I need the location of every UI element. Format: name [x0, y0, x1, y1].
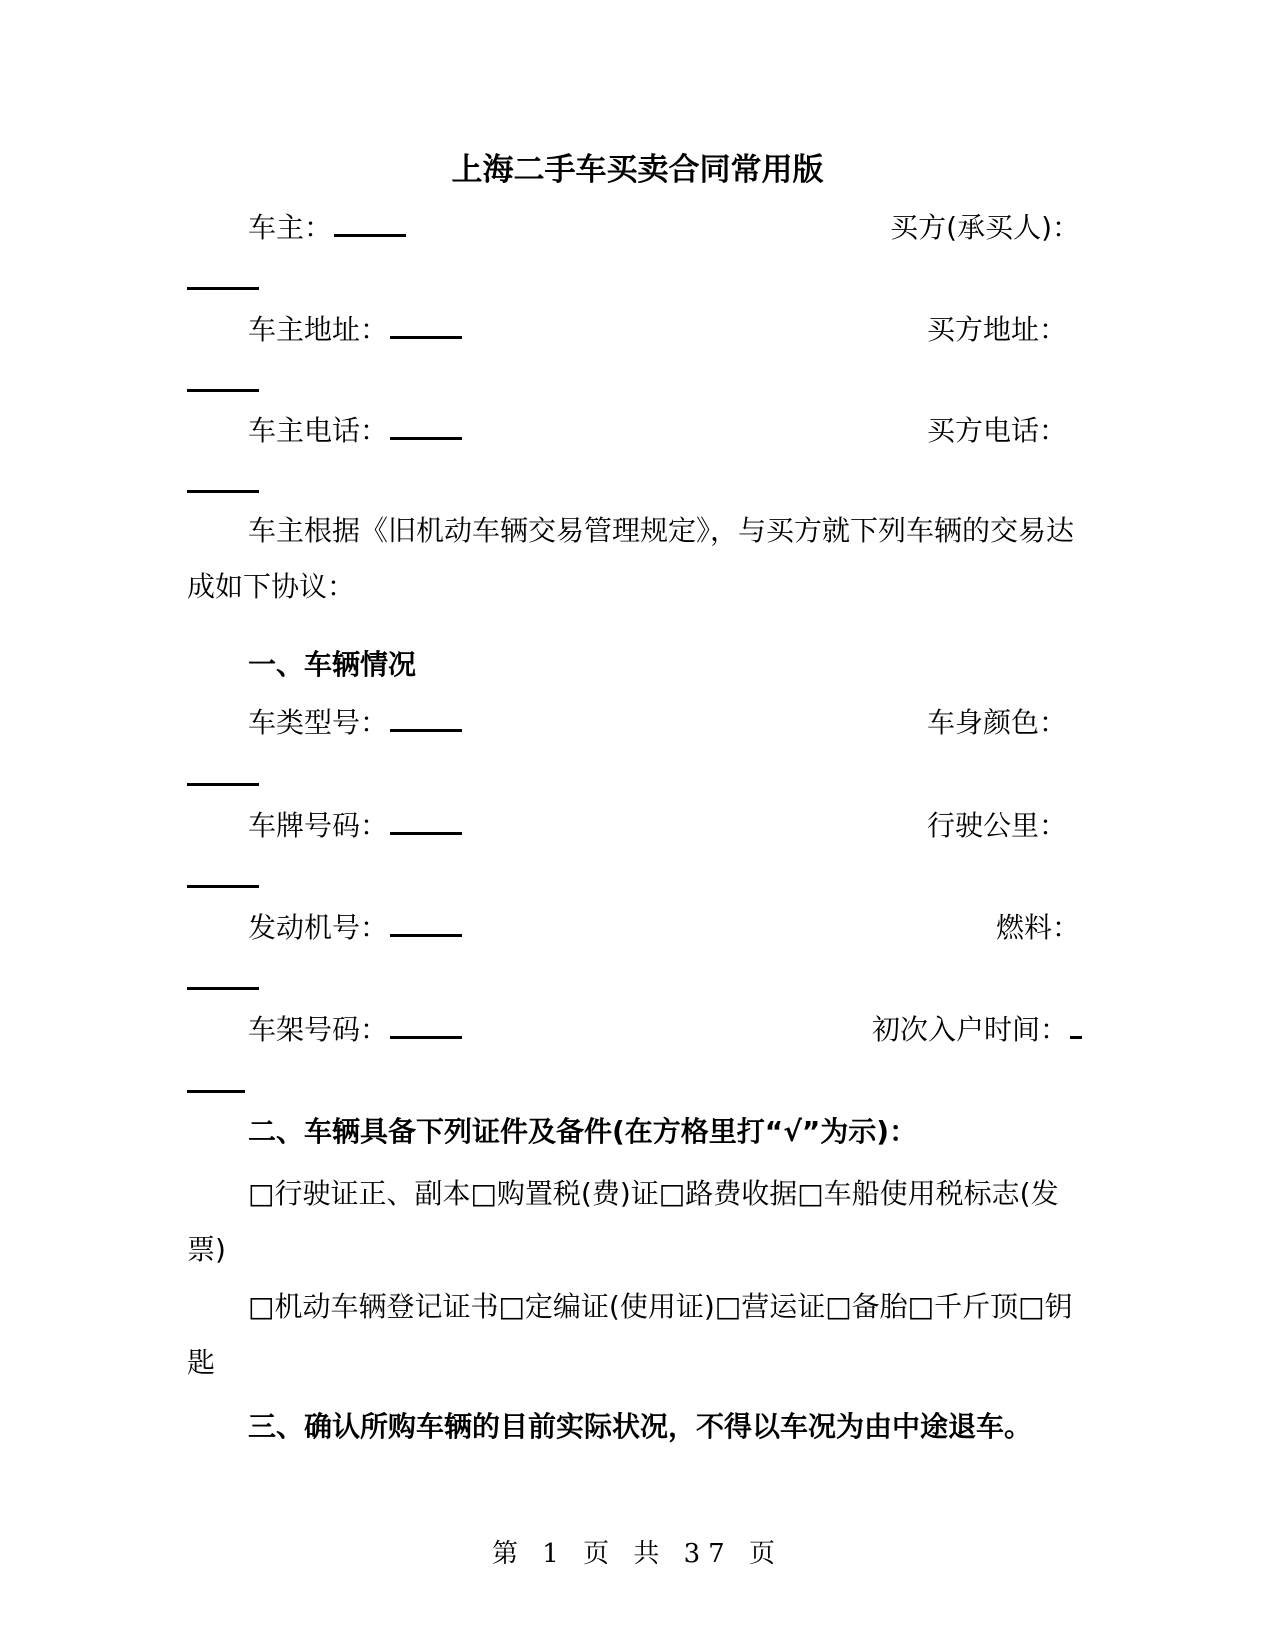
- fuel-label: 燃料：: [995, 911, 1080, 944]
- owner-address-label: 车主地址：: [248, 313, 389, 346]
- owner-label: 车主：: [248, 211, 333, 244]
- buyer-blank[interactable]: [187, 287, 259, 290]
- color-blank[interactable]: [187, 783, 259, 786]
- engine-label: 发动机号：: [248, 911, 389, 944]
- register-blank-start[interactable]: [1070, 1010, 1082, 1039]
- mileage-label: 行驶公里：: [926, 809, 1067, 842]
- engine-fuel-row: [0, 908, 1275, 948]
- section1-heading: 一、车辆情况: [248, 648, 417, 681]
- buyer-label: 买方(承买人)：: [890, 211, 1080, 244]
- model-label: 车类型号：: [248, 706, 389, 739]
- model-color-row: [0, 703, 1275, 743]
- color-label: 车身颜色：: [926, 706, 1067, 739]
- engine-blank[interactable]: [390, 908, 462, 937]
- frame-blank[interactable]: [390, 1010, 462, 1039]
- section2-items-line1: □行驶证正、副本□购置税(费)证□路费收据□车船使用税标志(发票): [187, 1177, 1059, 1266]
- page-footer: 第 1 页 共 37 页: [492, 1539, 783, 1569]
- document-title: 上海二手车买卖合同常用版: [451, 152, 824, 188]
- model-blank[interactable]: [390, 703, 462, 732]
- engine-field: [248, 908, 462, 948]
- owner-blank[interactable]: [334, 208, 406, 237]
- buyer-phone-label: 买方电话：: [926, 414, 1067, 447]
- owner-address-blank[interactable]: [390, 310, 462, 339]
- owner-phone-label: 车主电话：: [248, 414, 389, 447]
- register-blank-end[interactable]: [187, 1090, 245, 1093]
- frame-register-row: [0, 1010, 1275, 1050]
- plate-mileage-row: [0, 806, 1275, 846]
- buyer-phone-blank[interactable]: [187, 490, 259, 493]
- fuel-blank[interactable]: [187, 987, 259, 990]
- buyer-address-blank[interactable]: [187, 389, 259, 392]
- model-field: [248, 703, 462, 743]
- buyer-address-label: 买方地址：: [926, 313, 1067, 346]
- plate-field: [248, 806, 462, 846]
- phone-row: [0, 411, 1275, 451]
- address-row: [0, 310, 1275, 350]
- plate-label: 车牌号码：: [248, 809, 389, 842]
- owner-phone-field: [248, 411, 462, 451]
- owner-phone-blank[interactable]: [390, 411, 462, 440]
- section2-items-line2: □机动车辆登记证书□定编证(使用证)□营运证□备胎□千斤顶□钥匙: [187, 1290, 1073, 1379]
- frame-label: 车架号码：: [248, 1013, 389, 1046]
- owner-address-field: [248, 310, 462, 350]
- frame-field: [248, 1010, 462, 1050]
- mileage-blank[interactable]: [187, 885, 259, 888]
- register-label: 初次入户时间：: [871, 1013, 1068, 1046]
- intro-paragraph: 车主根据《旧机动车辆交易管理规定》，与买方就下列车辆的交易达成如下协议：: [187, 514, 1075, 603]
- owner-field: [248, 208, 406, 248]
- owner-buyer-row: [0, 208, 1275, 248]
- register-field: [872, 1010, 1082, 1050]
- plate-blank[interactable]: [390, 806, 462, 835]
- section3-heading: 三、确认所购车辆的目前实际状况，不得以车况为由中途退车。: [248, 1410, 1033, 1443]
- section2-heading: 二、车辆具备下列证件及备件(在方格里打“√”为示)：: [248, 1115, 918, 1148]
